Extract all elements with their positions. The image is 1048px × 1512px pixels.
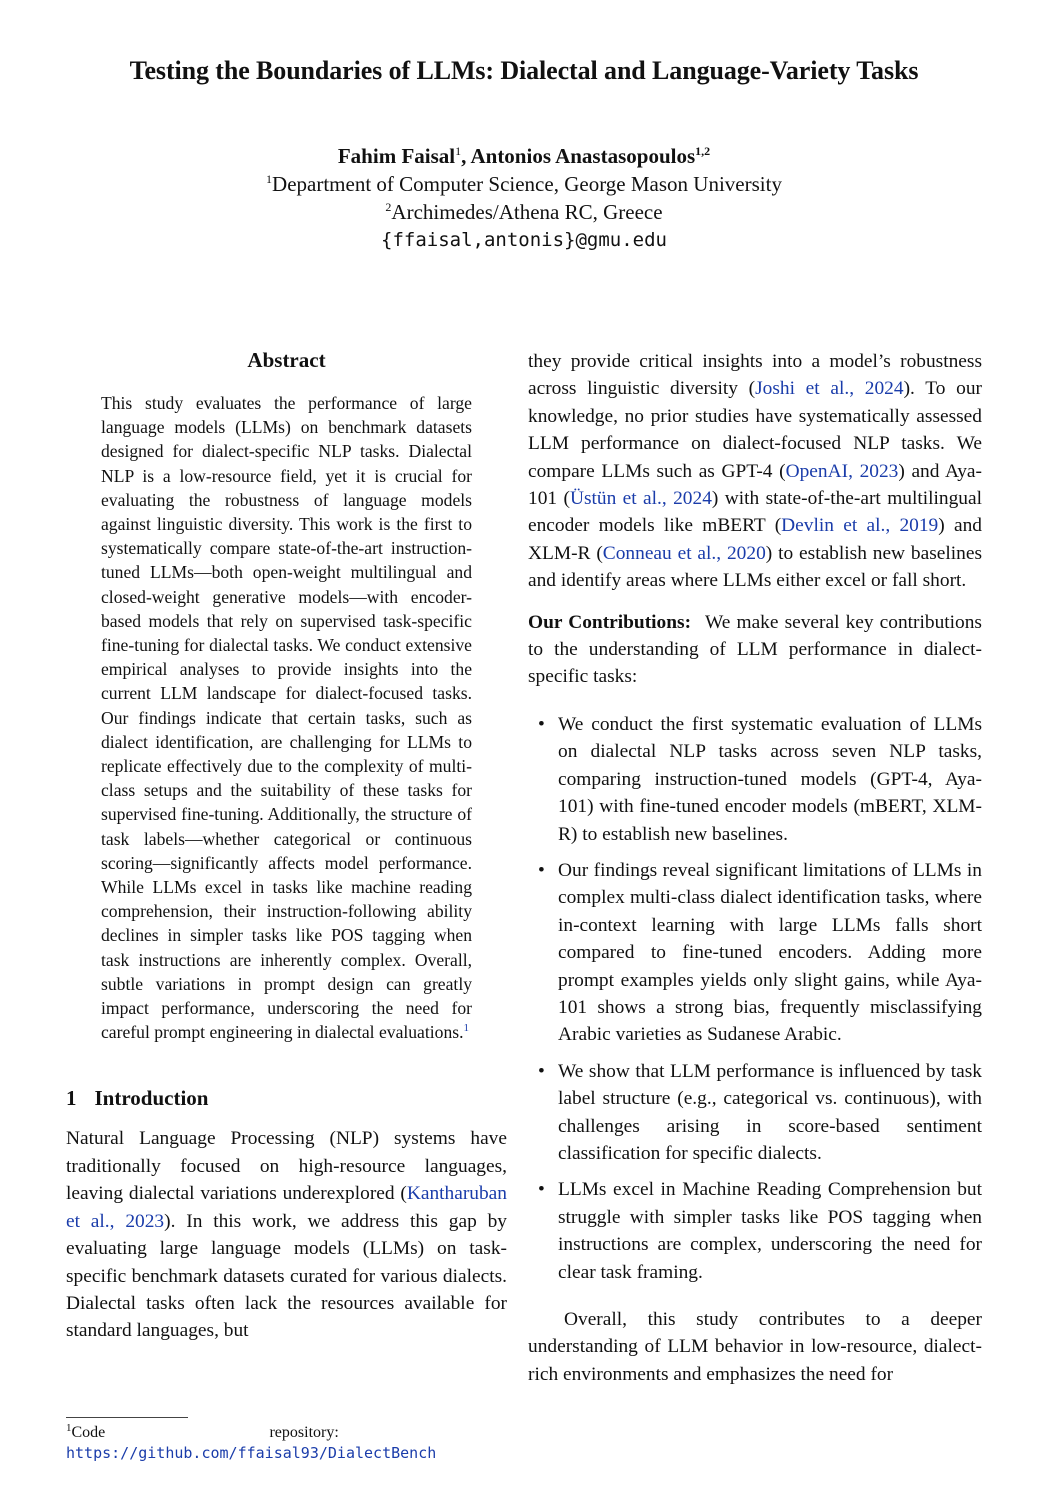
affiliation-1: $^1$Department of Computer Science, George Mason University (266, 172, 782, 196)
contributions-list (528, 711, 982, 1286)
section-heading-introduction: 1 Introduction (66, 1086, 209, 1111)
intro-continued-paragraph: they provide critical insights into a model’s robustness across linguistic diversity (Joshi et al., 2024). To our knowledge, no prior studies have systematically assessed LLM performance on dialect-focused NLP tasks. We compare LLMs such as GPT-4 (OpenAI, 2023) and Aya-101 (Üstün et al., 2024) with state-of-the-art multilingual encoder models like mBERT (Devlin et al., 2019) and XLM-R (Conneau et al., 2020) to establish new baselines and identify areas where LLMs either excel or fall short. (528, 351, 982, 592)
citation-link[interactable]: Devlin et al., 2019 (781, 515, 939, 537)
paper-title: Testing the Boundaries of LLMs: Dialectal and Language-Variety Tasks (129, 56, 919, 85)
author-name: Antonios Anastasopoulos (470, 144, 696, 168)
bullet-icon: • (538, 1179, 545, 1201)
author-email: {ffaisal,antonis}@gmu.edu (381, 229, 667, 251)
contributions-paragraph: Our Contributions: We make several key contributions to the understanding of LLM performance in dialect-specific tasks: (528, 611, 982, 688)
citation-link[interactable]: Üstün et al., 2024 (569, 488, 712, 510)
bullet-icon: • (538, 859, 545, 881)
abstract-heading: Abstract (247, 348, 326, 372)
contributions-heading: Our Contributions: (528, 611, 692, 633)
citation-link[interactable]: Conneau et al., 2020 (602, 542, 766, 564)
author-name: Fahim Faisal (337, 144, 456, 168)
bullet-icon: • (538, 713, 545, 735)
list-item: • We conduct the first systematic evaluation of LLMs on dialectal NLP tasks across seven NLP tasks, comparing instruction-tuned models (GPT-4, Aya-101) with fine-tuned encoder models (mBERT, XLM-R) to establish new baselines. (528, 711, 982, 848)
right-column (528, 348, 982, 1388)
closing-paragraph: Overall, this study contributes to a deeper understanding of LLM behavior in low-resource, dialect-rich environments and emphasizes the need for (528, 1309, 982, 1385)
author-affil-mark: 1,2 (695, 144, 711, 158)
footnote-divider (66, 1417, 188, 1418)
author-names: Fahim Faisal$^1$, Antonios Anastasopoulos$^{1,2}$ (337, 144, 711, 168)
citation-link[interactable]: Kantharuban et al., 2023 (66, 1183, 507, 1232)
citation-link[interactable]: OpenAI, 2023 (785, 460, 899, 482)
author-affil-mark: 1 (455, 144, 462, 158)
citation-link[interactable]: Joshi et al., 2024 (755, 378, 904, 400)
list-item: • Our findings reveal significant limitations of LLMs in complex multi-class dialect identification tasks, where in-context learning with large LLMs falls short compared to fine-tuned encoders. Adding more prompt examples yields only slight gains, while Aya-101 shows a strong bias, frequently misclassifying Arabic varieties as Sudanese Arabic. (528, 857, 982, 1049)
footnote-link[interactable]: 1 (463, 1022, 469, 1035)
intro-paragraph: Natural Language Processing (NLP) systems have traditionally focused on high-resource languages, leaving dialectal variations underexplored (Kantharuban et al., 2023). In this work, we address this gap by evaluating large language models (LLMs) on task-specific benchmark datasets curated for various dialects. Dialectal tasks often lack the resources available for standard languages, but (66, 1128, 507, 1342)
left-column (66, 348, 507, 1345)
footnote: $^1$Code repository: https://github.com/ffaisal93/DialectBench (66, 1422, 437, 1462)
list-item: • We show that LLM performance is influenced by task label structure (e.g., categorical vs. continuous), with challenges arising in score-based sentiment classification for specific dialects. (528, 1058, 982, 1168)
bullet-icon: • (538, 1060, 545, 1082)
author-block (0, 142, 1048, 254)
abstract-text: This study evaluates the performance of large language models (LLMs) on benchmark datasets designed for dialect-specific NLP tasks. Dialectal NLP is a low-resource field, yet it is crucial for evaluating the robustness of language models against linguistic diversity. This work is the first to systematically compare state-of-the-art instruction-tuned LLMs—both open-weight multilingual and closed-weight generative models—with encoder-based models that rely on supervised task-specific fine-tuning for dialectal tasks. We conduct extensive empirical analyses to provide insights into the current LLM landscape for dialect-focused tasks. Our findings indicate that certain tasks, such as dialect identification, are challenging for LLMs to replicate effectively due to the complexity of multi-class setups and the suitability of these tasks for supervised fine-tuning. Additionally, the structure of task labels—whether categorical or continuous scoring—significantly affects model performance. While LLMs excel in tasks like machine reading comprehension, their instruction-following ability declines in simpler tasks like POS tagging when task instructions are inherently complex. Overall, subtle variations in prompt design can greatly impact performance, underscoring the need for careful prompt engineering in dialectal evaluations.$^1$ (101, 393, 472, 1043)
list-item: • LLMs excel in Machine Reading Comprehension but struggle with simpler tasks like POS tagging when instructions are complex, underscoring the need for clear task framing. (528, 1176, 982, 1286)
affiliation-2: $^2$Archimedes/Athena RC, Greece (385, 200, 663, 224)
repository-link[interactable]: https://github.com/ffaisal93/DialectBench (66, 1444, 437, 1462)
